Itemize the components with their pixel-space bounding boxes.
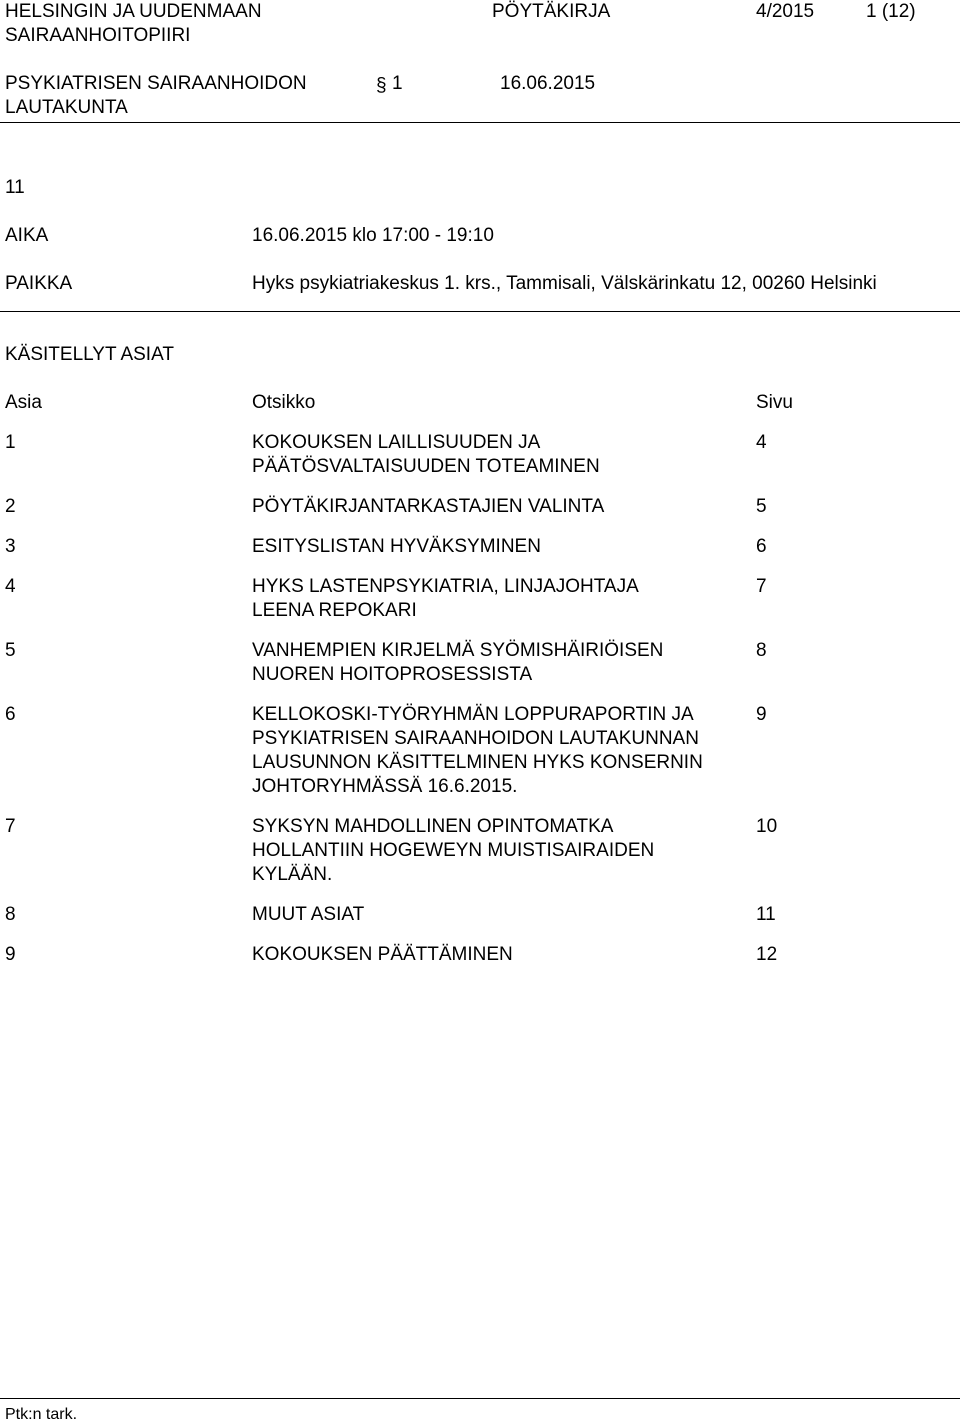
section-sign: § (376, 75, 387, 96)
item-page: 10 (756, 816, 778, 837)
meeting-number: 11 (5, 177, 25, 198)
item-title: KOKOUKSEN LAILLISUUDEN JA PÄÄTÖSVALTAISUUDEN TOTEAMINEN (252, 432, 600, 477)
organization-name-line2: SAIRAANHOITOPIIRI (5, 25, 191, 46)
info-divider (0, 311, 960, 312)
item-number: 7 (5, 816, 16, 837)
organization-name-line1: HELSINGIN JA UUDENMAAN (5, 1, 262, 22)
item-number: 8 (5, 904, 16, 925)
item-title: ESITYSLISTAN HYVÄKSYMINEN (252, 536, 541, 557)
column-header-item: Asia (5, 392, 42, 413)
item-page: 11 (756, 904, 776, 925)
item-number: 4 (5, 576, 16, 597)
header-divider (0, 122, 960, 123)
item-title: PÖYTÄKIRJANTARKASTAJIEN VALINTA (252, 496, 605, 517)
footer-initials-label: Ptk:n tark. (5, 1406, 78, 1423)
committee-name-line2: LAUTAKUNTA (5, 97, 128, 118)
item-number: 5 (5, 640, 16, 661)
item-page: 6 (756, 536, 767, 557)
page-indicator: 1 (12) (866, 1, 916, 22)
place-label: PAIKKA (5, 273, 73, 294)
item-number: 6 (5, 704, 16, 725)
item-number: 3 (5, 536, 16, 557)
agenda-heading: KÄSITELLYT ASIAT (5, 344, 174, 365)
item-title: KOKOUKSEN PÄÄTTÄMINEN (252, 944, 513, 965)
item-title: SYKSYN MAHDOLLINEN OPINTOMATKA HOLLANTIIN HOGEWEYN MUISTISAIRAIDEN KYLÄÄN. (252, 816, 655, 885)
time-value: 16.06.2015 klo 17:00 - 19:10 (252, 225, 494, 246)
item-number: 9 (5, 944, 16, 965)
document-number: 4/2015 (756, 1, 815, 22)
item-page: 5 (756, 496, 767, 517)
item-page: 4 (756, 432, 767, 453)
item-number: 2 (5, 496, 16, 517)
header-date: 16.06.2015 (500, 73, 596, 94)
column-header-page: Sivu (756, 392, 793, 413)
item-title: KELLOKOSKI-TYÖRYHMÄN LOPPURAPORTIN JA PSYKIATRISEN SAIRAANHOIDON LAUTAKUNNAN LAUSUNNON KÄSITTELMINEN HYKS KONSERNIN JOHTORYHMÄSSÄ 16.6.2015. (252, 704, 703, 797)
item-page: 7 (756, 576, 767, 597)
item-page: 8 (756, 640, 767, 661)
item-page: 12 (756, 944, 778, 965)
place-value: Hyks psykiatriakeskus 1. krs., Tammisali, Välskärinkatu 12, 00260 Helsinki (252, 273, 877, 294)
item-title: MUUT ASIAT (252, 904, 365, 925)
document-type: PÖYTÄKIRJA (492, 1, 611, 22)
item-title: VANHEMPIEN KIRJELMÄ SYÖMISHÄIRIÖISEN NUOREN HOITOPROSESSISTA (252, 640, 664, 685)
time-label: AIKA (5, 225, 49, 246)
committee-name-line1: PSYKIATRISEN SAIRAANHOIDON (5, 73, 307, 94)
item-number: 1 (5, 432, 16, 453)
footer-divider (0, 1398, 960, 1399)
item-page: 9 (756, 704, 767, 725)
column-header-title: Otsikko (252, 392, 316, 413)
item-title: HYKS LASTENPSYKIATRIA, LINJAJOHTAJA LEENA REPOKARI (252, 576, 638, 621)
section-number: 1 (392, 73, 403, 94)
